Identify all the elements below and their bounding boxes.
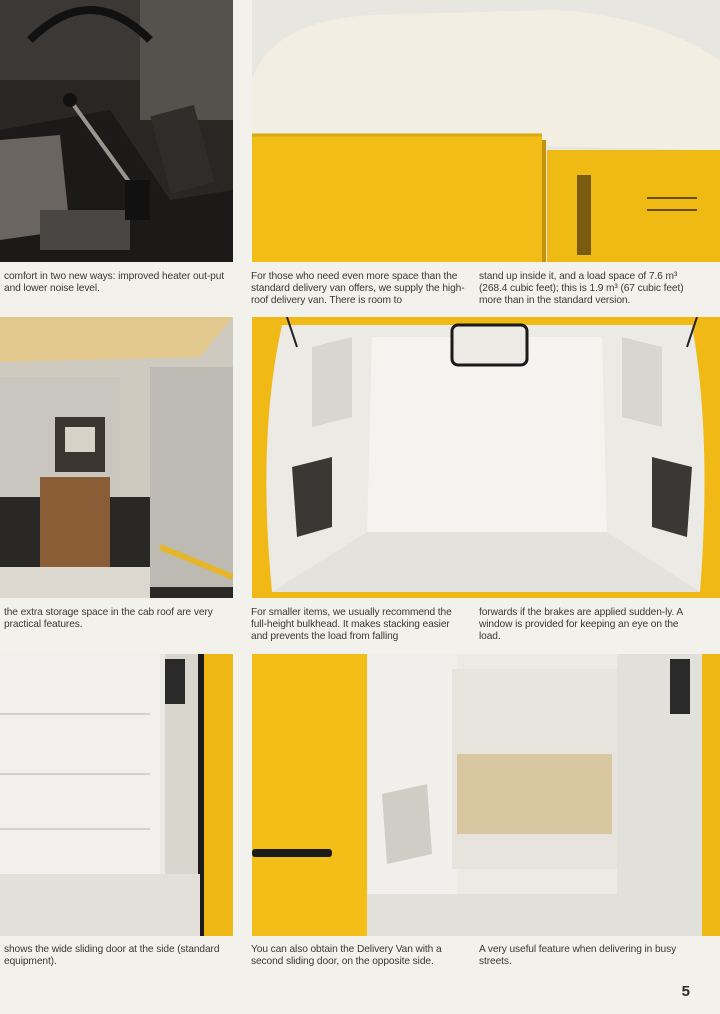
caption-second-door: You can also obtain the Delivery Van with a second sliding door, on the opposite side. <box>251 944 442 967</box>
caption-bulkhead-window: forwards if the brakes are applied sudden-ly. A window is provided for keeping an eye on the load. <box>479 607 683 642</box>
page-number: 5 <box>681 983 690 1000</box>
photo-high-roof-van-exterior <box>252 0 720 262</box>
caption-high-roof-intro: For those who need even more space than the standard delivery van offers, we supply the high-roof delivery van. There is room to <box>251 271 465 306</box>
photo-sliding-door-side <box>0 654 233 936</box>
caption-wide-sliding-door: shows the wide sliding door at the side (standard equipment). <box>4 944 220 967</box>
caption-cab-roof-storage: the extra storage space in the cab roof are very practical features. <box>4 607 213 630</box>
caption-busy-streets: A very useful feature when delivering in busy streets. <box>479 944 677 967</box>
photo-cab-interior <box>0 0 233 262</box>
photo-load-area-bulkhead <box>252 317 720 598</box>
photo-cab-storage <box>0 317 233 598</box>
caption-bulkhead: For smaller items, we usually recommend the full-height bulkhead. It makes stacking easier and prevents the load from falling <box>251 607 452 642</box>
caption-load-space: stand up inside it, and a load space of 7.6 m³ (268.4 cubic feet); this is 1.9 m³ (67 cubic feet) more than in the standard version. <box>479 271 684 306</box>
caption-cab-comfort: comfort in two new ways: improved heater out-put and lower noise level. <box>4 271 224 294</box>
photo-second-sliding-door <box>252 654 720 936</box>
